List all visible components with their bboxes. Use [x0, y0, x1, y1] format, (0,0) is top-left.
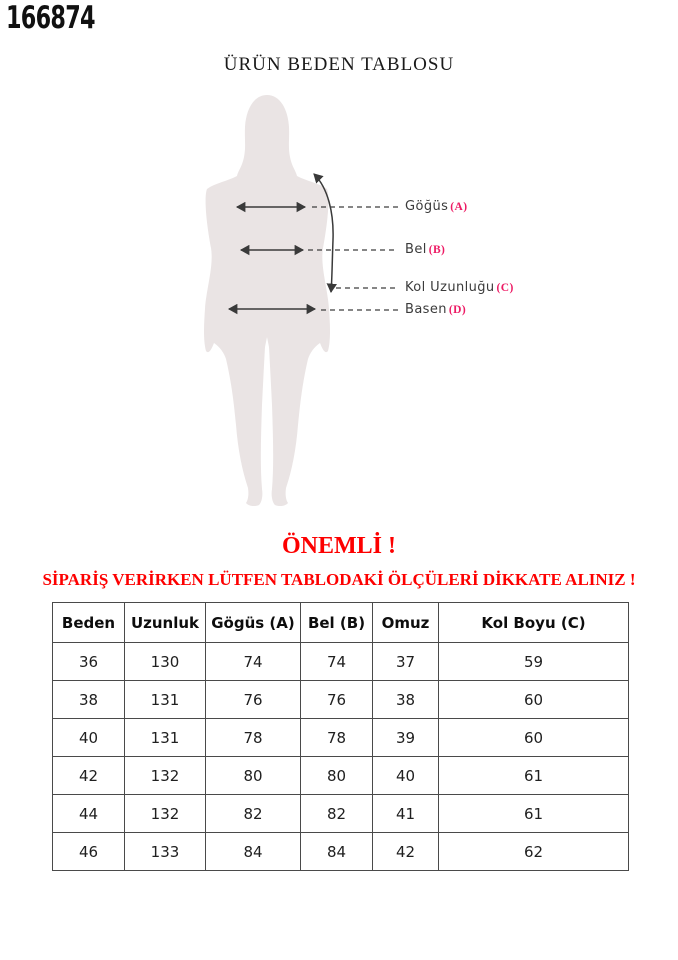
table-cell: 38 — [373, 681, 439, 719]
table-cell: 78 — [206, 719, 301, 757]
table-cell: 46 — [53, 833, 125, 871]
table-cell: 62 — [439, 833, 629, 871]
table-cell: 133 — [125, 833, 206, 871]
size-table — [52, 602, 629, 871]
table-cell: 42 — [373, 833, 439, 871]
table-row-size-44 — [53, 795, 629, 833]
table-cell: 132 — [125, 795, 206, 833]
table-cell: 84 — [301, 833, 373, 871]
measurement-label-hip — [405, 302, 466, 318]
table-cell: 61 — [439, 795, 629, 833]
table-cell: 76 — [206, 681, 301, 719]
table-cell: 40 — [53, 719, 125, 757]
table-cell: 37 — [373, 643, 439, 681]
warning-text: SİPARİŞ VERİRKEN LÜTFEN TABLODAKİ ÖLÇÜLERİ DİKKATE ALINIZ ! — [42, 570, 636, 589]
table-row-size-46 — [53, 833, 629, 871]
table-cell: 74 — [206, 643, 301, 681]
column-header-omuz: Omuz — [373, 603, 439, 643]
measurement-label-waist — [405, 242, 445, 258]
table-cell: 60 — [439, 719, 629, 757]
table-cell: 60 — [439, 681, 629, 719]
table-cell: 41 — [373, 795, 439, 833]
table-cell: 131 — [125, 681, 206, 719]
column-header-kol-boyu: Kol Boyu (C) — [439, 603, 629, 643]
table-cell: 42 — [53, 757, 125, 795]
table-row-size-42 — [53, 757, 629, 795]
body-measurement-diagram — [170, 85, 520, 525]
table-cell: 76 — [301, 681, 373, 719]
table-cell: 131 — [125, 719, 206, 757]
measurement-label-code: (B) — [428, 244, 446, 256]
measurement-label-text: Göğüs — [405, 199, 449, 214]
table-row-size-38 — [53, 681, 629, 719]
measurement-label-code: (D) — [448, 304, 467, 316]
column-header-gogus: Gögüs (A) — [206, 603, 301, 643]
product-code: 166874 — [6, 0, 95, 36]
measurement-label-chest — [405, 199, 467, 215]
measurement-label-text: Bel — [405, 242, 427, 257]
table-cell: 36 — [53, 643, 125, 681]
table-cell: 78 — [301, 719, 373, 757]
table-cell: 80 — [301, 757, 373, 795]
measurement-label-text: Kol Uzunluğu — [405, 280, 495, 295]
column-header-beden: Beden — [53, 603, 125, 643]
table-cell: 44 — [53, 795, 125, 833]
table-cell: 130 — [125, 643, 206, 681]
column-header-bel: Bel (B) — [301, 603, 373, 643]
female-silhouette-figure — [204, 95, 330, 506]
table-row-size-40 — [53, 719, 629, 757]
table-cell: 132 — [125, 757, 206, 795]
table-cell: 38 — [53, 681, 125, 719]
measurement-label-sleeve — [405, 280, 514, 296]
measurement-label-code: (A) — [450, 201, 468, 213]
table-cell: 80 — [206, 757, 301, 795]
table-cell: 59 — [439, 643, 629, 681]
table-cell: 82 — [206, 795, 301, 833]
measurement-label-text: Basen — [405, 302, 447, 317]
table-cell: 84 — [206, 833, 301, 871]
table-row-size-36 — [53, 643, 629, 681]
table-cell: 74 — [301, 643, 373, 681]
table-cell: 40 — [373, 757, 439, 795]
page-title: ÜRÜN BEDEN TABLOSU — [223, 54, 455, 75]
size-table-header-row — [53, 603, 629, 643]
table-cell: 61 — [439, 757, 629, 795]
measurement-label-code: (C) — [496, 282, 514, 294]
column-header-uzunluk: Uzunluk — [125, 603, 206, 643]
important-heading: ÖNEMLİ ! — [282, 533, 396, 559]
table-cell: 82 — [301, 795, 373, 833]
table-cell: 39 — [373, 719, 439, 757]
